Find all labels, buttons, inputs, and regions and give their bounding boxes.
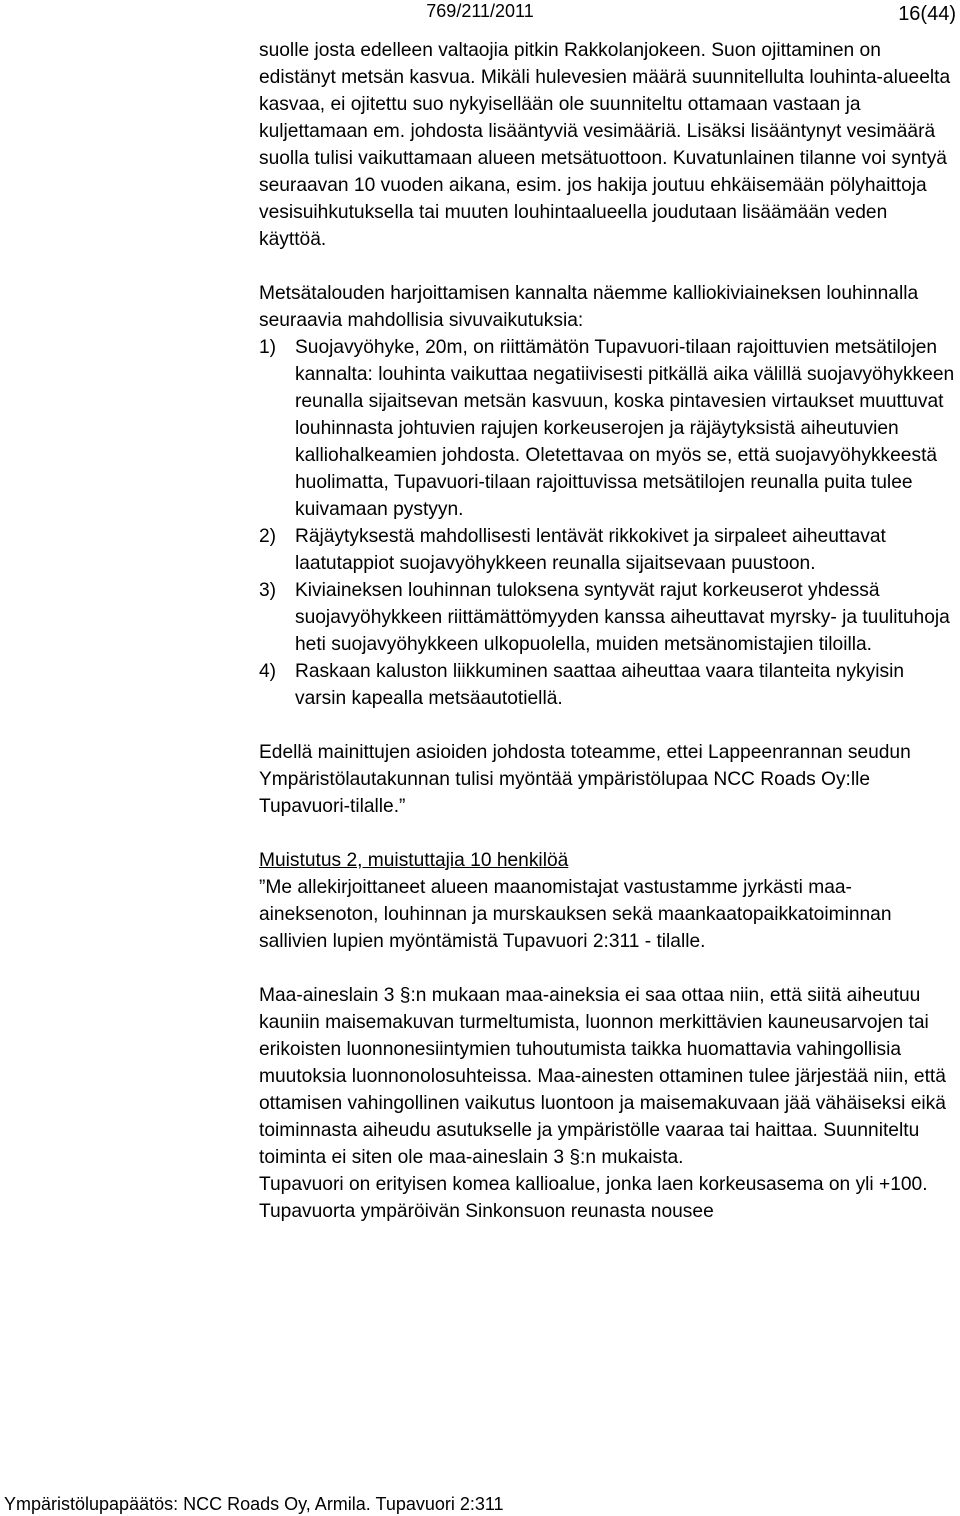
paragraph-legal-basis: Maa-aineslain 3 §:n mukaan maa-aineksia ei saa ottaa niin, että siitä aiheutuu kauniin maisemakuvan turmeltumista, luonnon merkittävien kauneusarvojen tai erikoisten luonnonesiintymien tuhoutumista taikka huomattavia vahingollisia muutoksia luonnonolosuhteissa. Maa-ainesten ottaminen tulee järjestää niin, että ottamisen vahingollinen vaikutus luontoon ja maisemakuvaan jää vähäiseksi eikä toiminnasta aiheudu asutukselle ja ympäristölle vaaraa tai haittaa. Suunniteltu toiminta ei siten ole maa-aineslain 3 §:n mukaista. <box>259 985 946 1168</box>
list-item <box>259 523 955 577</box>
page-number: 16(44) <box>898 3 956 25</box>
list-item-text: Räjäytyksestä mahdollisesti lentävät rikkokivet ja sirpaleet aiheuttavat laatutappiot suojavyöhykkeen reunalla sijaitsevaan puustoon. <box>295 526 886 574</box>
paragraph-objection: ”Me allekirjoittaneet alueen maanomistajat vastustamme jyrkästi maa-aineksenoton, louhinnan ja murskauksen sekä maankaatopaikkatoiminnan sallivien lupien myöntämistä Tupavuori 2:311 - tilalle. <box>259 877 892 952</box>
paragraph-conclusion: Edellä mainittujen asioiden johdosta toteamme, ettei Lappeenrannan seudun Ympäristölautakunnan tulisi myöntää ympäristölupaa NCC Roads Oy:lle Tupavuori-tilalle.” <box>259 742 911 817</box>
side-effects-list <box>259 334 955 712</box>
section-heading-muistutus-2: Muistutus 2, muistuttajia 10 henkilöä <box>259 850 569 871</box>
list-item-text: Raskaan kaluston liikkuminen saattaa aiheuttaa vaara tilanteita nykyisin varsin kapealla metsäautotiellä. <box>295 661 905 709</box>
list-item-number: 1) <box>259 337 277 358</box>
paragraph-tupavuori-description: Tupavuori on erityisen komea kallioalue, jonka laen korkeusasema on yli +100. Tupavuorta ympäröivän Sinkonsuon reunasta nousee <box>259 1174 928 1222</box>
page-footer: Ympäristölupapäätös: NCC Roads Oy, Armila. Tupavuori 2:311 <box>4 1494 504 1514</box>
list-item-number: 4) <box>259 661 277 682</box>
list-item-number: 2) <box>259 526 277 547</box>
list-item-text: Suojavyöhyke, 20m, on riittämätön Tupavuori-tilaan rajoittuvien metsätilojen kannalta: louhinta vaikuttaa negatiivisesti pitkällä aika välillä suojavyöhykkeen reunalla sijaitsevan metsän kasvuun, koska pintavesien virtaukset muuttuvat louhinnasta johtuvien rajujen korkeuserojen ja räjäytyksistä aiheutuvien kalliohalkeamien johdosta. Oletettavaa on myös se, että suojavyöhykkeestä huolimatta, Tupavuori-tilaan rajoittuvissa metsätilojen reunalla puita tulee kuivamaan pystyyn. <box>295 337 955 520</box>
list-item <box>259 658 955 712</box>
list-item-text: Kiviaineksen louhinnan tuloksena syntyvät rajut korkeuserot yhdessä suojavyöhykkeen riittämättömyyden kanssa aiheuttavat myrsky- ja tuulituhoja heti suojavyöhykkeen ulkopuolella, muiden metsänomistajien tiloilla. <box>295 580 950 655</box>
paragraph-forestry-intro: Metsätalouden harjoittamisen kannalta näemme kalliokiviaineksen louhinnalla seuraavia mahdollisia sivuvaikutuksia: <box>259 283 919 331</box>
list-item <box>259 334 955 523</box>
document-body <box>259 37 955 1225</box>
list-item-number: 3) <box>259 580 277 601</box>
document-number: 769/211/2011 <box>426 1 534 21</box>
paragraph-continued: suolle josta edelleen valtaojia pitkin Rakkolanjokeen. Suon ojittaminen on edistänyt metsän kasvua. Mikäli hulevesien määrä suunnitellulta louhinta-alueelta kasvaa, ei ojitettu suo nykyisellään ole suunniteltu ottamaan vastaan ja kuljettamaan em. johdosta lisääntyviä vesimääriä. Lisäksi lisääntynyt vesimäärä suolla tulisi vaikuttamaan alueen metsätuottoon. Kuvatunlainen tilanne voi syntyä seuraavan 10 vuoden aikana, esim. jos hakija joutuu ehkäisemään pölyhaittoja vesisuihkutuksella tai muuten louhintaalueella joudutaan lisäämään veden käyttöä. <box>259 40 951 250</box>
list-item <box>259 577 955 658</box>
